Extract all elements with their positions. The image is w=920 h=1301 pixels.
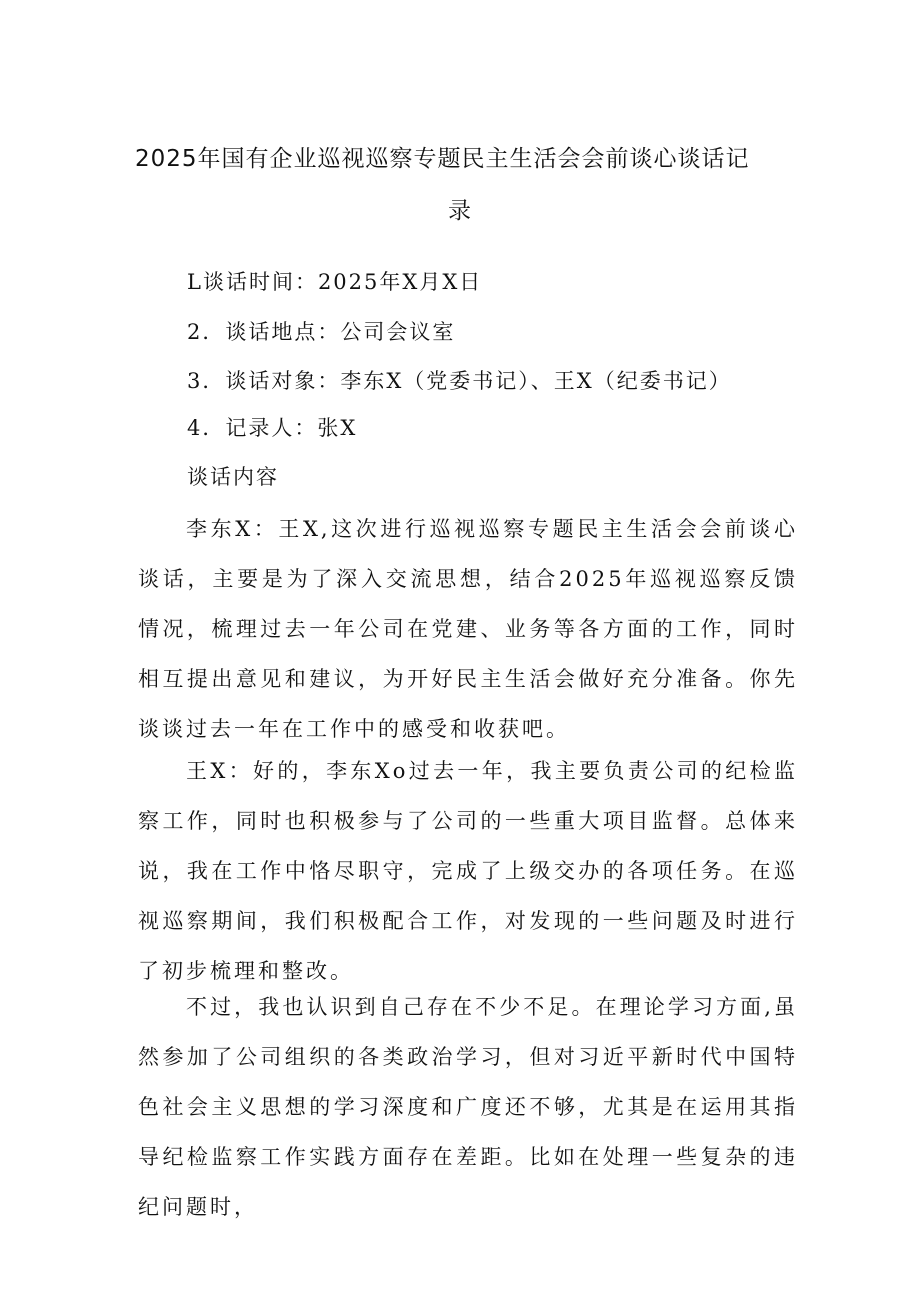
meta-recorder: 4．记录人：张X [187, 416, 358, 440]
meta-time: L谈话时间：2025年X月X日 [187, 270, 483, 294]
paragraph-3: 不过，我也认识到自己存在不少不足。在理论学习方面,虽然参加了公司组织的各类政治学习，但对习近平新时代中国特色社会主义思想的学习深度和广度还不够，尤其是在运用其指导纪检监察工作实践方面存在差距。比如在处理一些复杂的违纪问题时， [138, 995, 798, 1219]
paragraph-2: 王X：好的，李东Xo过去一年，我主要负责公司的纪检监察工作，同时也积极参与了公司的一些重大项目监督。总体来说，我在工作中恪尽职守，完成了上级交办的各项任务。在巡视巡察期间，我们积极配合工作，对发现的一些问题及时进行了初步梳理和整改。 [138, 759, 798, 983]
document-title-line1: 2025年国有企业巡视巡察专题民主生活会会前谈心谈话记 [135, 146, 750, 172]
paragraph-1: 李东X：王X,这次进行巡视巡察专题民主生活会会前谈心谈话，主要是为了深入交流思想，结合2025年巡视巡察反馈情况，梳理过去一年公司在党建、业务等各方面的工作，同时相互提出意见和建议，为开好民主生活会做好充分准备。你先谈谈过去一年在工作中的感受和收获吧。 [138, 517, 798, 741]
meta-place: 2．谈话地点：公司会议室 [187, 320, 456, 344]
document-title-line2: 录 [448, 198, 472, 224]
content-heading: 谈话内容 [187, 465, 279, 489]
meta-participants: 3．谈话对象：李东X（党委书记）、王X（纪委书记） [187, 369, 732, 393]
